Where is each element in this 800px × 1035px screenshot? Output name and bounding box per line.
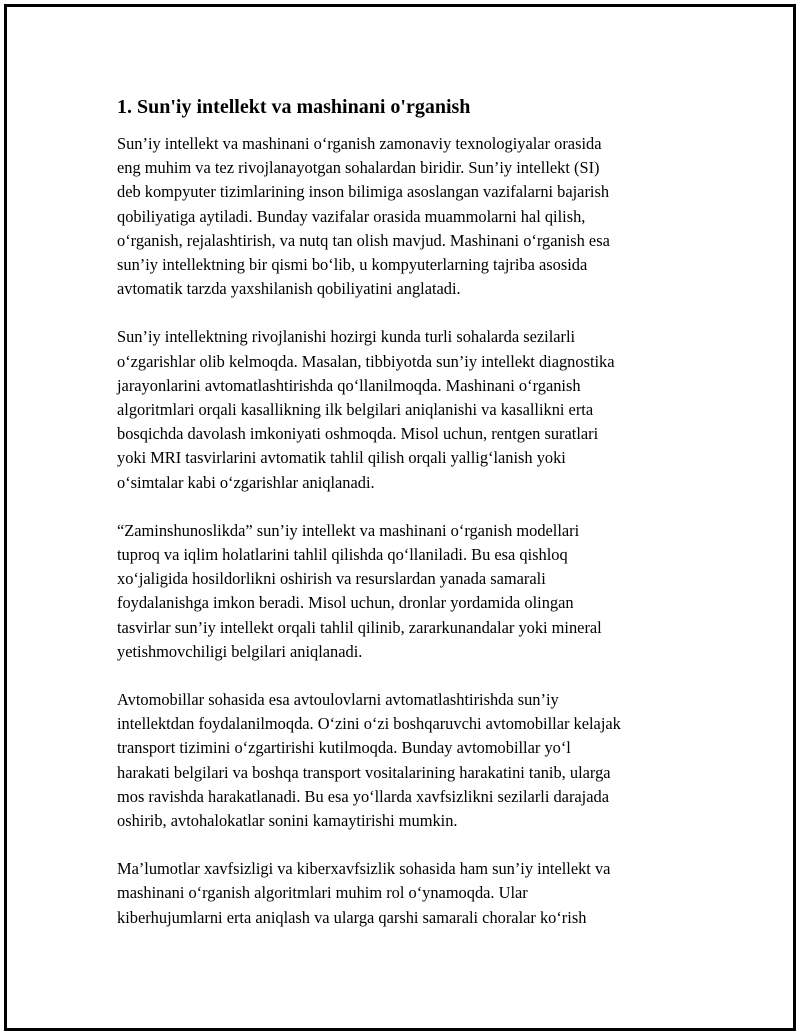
paragraph-automotive <box>117 688 687 833</box>
text-line: kiberhujumlarni erta aniqlash va ularga qarshi samarali choralar ko‘rish <box>117 907 587 927</box>
document-body <box>117 94 687 954</box>
text-line: harakati belgilari va boshqa transport vositalarining harakatini tanib, ularga <box>117 762 611 782</box>
text-line: algoritmlari orqali kasallikning ilk belgilari aniqlanishi va kasallikni erta <box>117 400 594 420</box>
text-line: Sun’iy intellektning rivojlanishi hozirgi kunda turli sohalarda sezilarli <box>117 327 576 347</box>
paragraph-medicine <box>117 325 687 494</box>
text-line: tuproq va iqlim holatlarini tahlil qilishda qo‘llaniladi. Bu esa qishloq <box>117 545 568 565</box>
text-line: jarayonlarini avtomatlashtirishda qo‘llanilmoqda. Mashinani o‘rganish <box>117 375 581 395</box>
text-line: qobiliyatiga aytiladi. Bunday vazifalar orasida muammolarni hal qilish, <box>117 206 586 226</box>
text-line: o‘rganish, rejalashtirish, va nutq tan olish mavjud. Mashinani o‘rganish esa <box>117 230 610 250</box>
text-line: yetishmovchiligi belgilari aniqlanadi. <box>117 641 363 661</box>
paragraph-cybersecurity <box>117 857 687 930</box>
text-line: transport tizimini o‘zgartirishi kutilmoqda. Bunday avtomobillar yo‘l <box>117 738 571 758</box>
text-line: Ma’lumotlar xavfsizligi va kiberxavfsizlik sohasida ham sun’iy intellekt va <box>117 859 611 879</box>
text-line: deb kompyuter tizimlarining inson bilimiga asoslangan vazifalarni bajarish <box>117 182 610 202</box>
text-line: xo‘jaligida hosildorlikni oshirish va resurslardan yanada samarali <box>117 569 546 589</box>
section-heading: 1. Sun'iy intellekt va mashinani o'rganish <box>117 96 471 118</box>
text-line: o‘simtalar kabi o‘zgarishlar aniqlanadi. <box>117 472 375 492</box>
paragraph-agriculture <box>117 519 687 664</box>
text-line: mos ravishda harakatlanadi. Bu esa yo‘llarda xavfsizlikni sezilarli darajada <box>117 786 609 806</box>
text-line: o‘zgarishlar olib kelmoqda. Masalan, tibbiyotda sun’iy intellekt diagnostika <box>117 351 615 371</box>
text-line: mashinani o‘rganish algoritmlari muhim rol o‘ynamoqda. Ular <box>117 883 528 903</box>
text-line: sun’iy intellektning bir qismi bo‘lib, u kompyuterlarning tajriba asosida <box>117 255 588 275</box>
text-line: Sun’iy intellekt va mashinani o‘rganish zamonaviy texnologiyalar orasida <box>117 134 602 153</box>
text-line: oshirib, avtohalokatlar sonini kamaytirishi mumkin. <box>117 811 458 831</box>
text-line: “Zaminshunoslikda” sun’iy intellekt va mashinani o‘rganish modellari <box>117 520 580 540</box>
text-line: foydalanishga imkon beradi. Misol uchun, dronlar yordamida olingan <box>117 593 574 613</box>
text-line: intellektdan foydalanilmoqda. O‘zini o‘zi boshqaruvchi avtomobillar kelajak <box>117 714 621 734</box>
text-line: tasvirlar sun’iy intellekt orqali tahlil qilinib, zararkunandalar yoki mineral <box>117 617 602 637</box>
text-line: yoki MRI tasvirlarini avtomatik tahlil qilish orqali yallig‘lanish yoki <box>117 448 566 468</box>
text-line: Avtomobillar sohasida esa avtoulovlarni avtomatlashtirishda sun’iy <box>117 690 559 710</box>
text-line: eng muhim va tez rivojlanayotgan sohalardan biridir. Sun’iy intellekt (SI) <box>117 158 600 178</box>
text-line: bosqichda davolash imkoniyati oshmoqda. Misol uchun, rentgen suratlari <box>117 424 599 444</box>
text-line: avtomatik tarzda yaxshilanish qobiliyatini anglatadi. <box>117 279 461 299</box>
paragraph-ai-ml-intro <box>117 132 687 301</box>
